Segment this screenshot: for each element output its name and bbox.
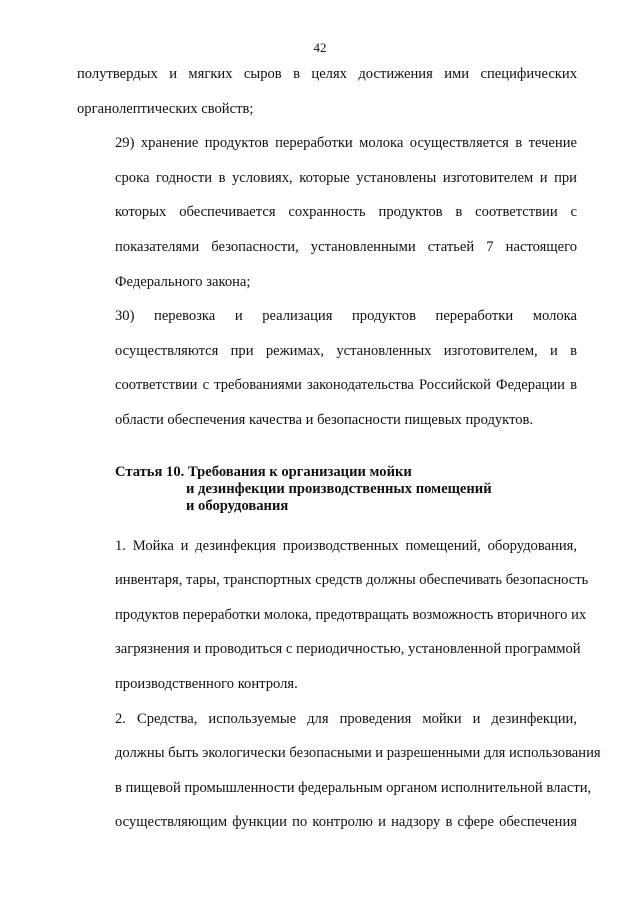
page-number: 42	[313, 40, 327, 55]
article-heading	[77, 464, 577, 515]
text-line: Федерального закона;	[115, 273, 251, 290]
text-line: осуществляющим функции по контролю и надзору в сфере обеспечения	[115, 814, 577, 831]
text-line: 2. Средства, используемые для проведения мойки и дезинфекции,	[115, 710, 577, 727]
spacer	[77, 515, 577, 529]
text-line: осуществляются при режимах, установленных изготовителем, и в	[115, 342, 577, 359]
text-line: показателями безопасности, установленными статьей 7 настоящего	[115, 238, 577, 255]
text-line: производственного контроля.	[115, 675, 298, 692]
text-line: 1. Мойка и дезинфекция производственных помещений, оборудования,	[115, 537, 577, 554]
text-line: полутвердых и мягких сыров в целях достижения ими специфических	[77, 66, 577, 82]
text-line: которых обеспечивается сохранность продуктов в соответствии с	[115, 204, 577, 221]
article-label: Статья 10.	[115, 463, 185, 480]
text-line: 30) перевозка и реализация продуктов переработки молока	[115, 308, 577, 325]
paragraph-article-2	[77, 702, 601, 840]
paragraph-item-30	[77, 299, 577, 437]
text-line: продуктов переработки молока, предотвращать возможность вторичного их	[115, 606, 587, 623]
text-line: в пищевой промышленности федеральным органом исполнительной власти,	[115, 779, 592, 796]
text-line: соответствии с требованиями законодательства Российской Федерации в	[115, 377, 577, 394]
text-line: инвентаря, тары, транспортных средств должны обеспечивать безопасность	[115, 572, 589, 589]
paragraph-item-29	[77, 126, 577, 299]
text-line: должны быть экологически безопасными и разрешенными для использования	[115, 745, 601, 762]
document-body	[77, 57, 601, 840]
text-line: органолептических свойств;	[77, 100, 254, 117]
paragraph-article-1	[77, 529, 589, 702]
article-title-line: и оборудования	[186, 497, 289, 514]
spacer	[77, 438, 577, 464]
article-title-line: и дезинфекции производственных помещений	[186, 480, 492, 497]
paragraph-continuation	[77, 57, 577, 126]
text-line: 29) хранение продуктов переработки молока осуществляется в течение	[115, 135, 577, 152]
text-line: области обеспечения качества и безопасности пищевых продуктов.	[115, 411, 534, 428]
text-line: срока годности в условиях, которые установлены изготовителем и при	[115, 169, 577, 186]
text-line: загрязнения и проводиться с периодичностью, установленной программой	[115, 641, 581, 658]
article-title-line: Требования к организации мойки	[187, 463, 412, 480]
